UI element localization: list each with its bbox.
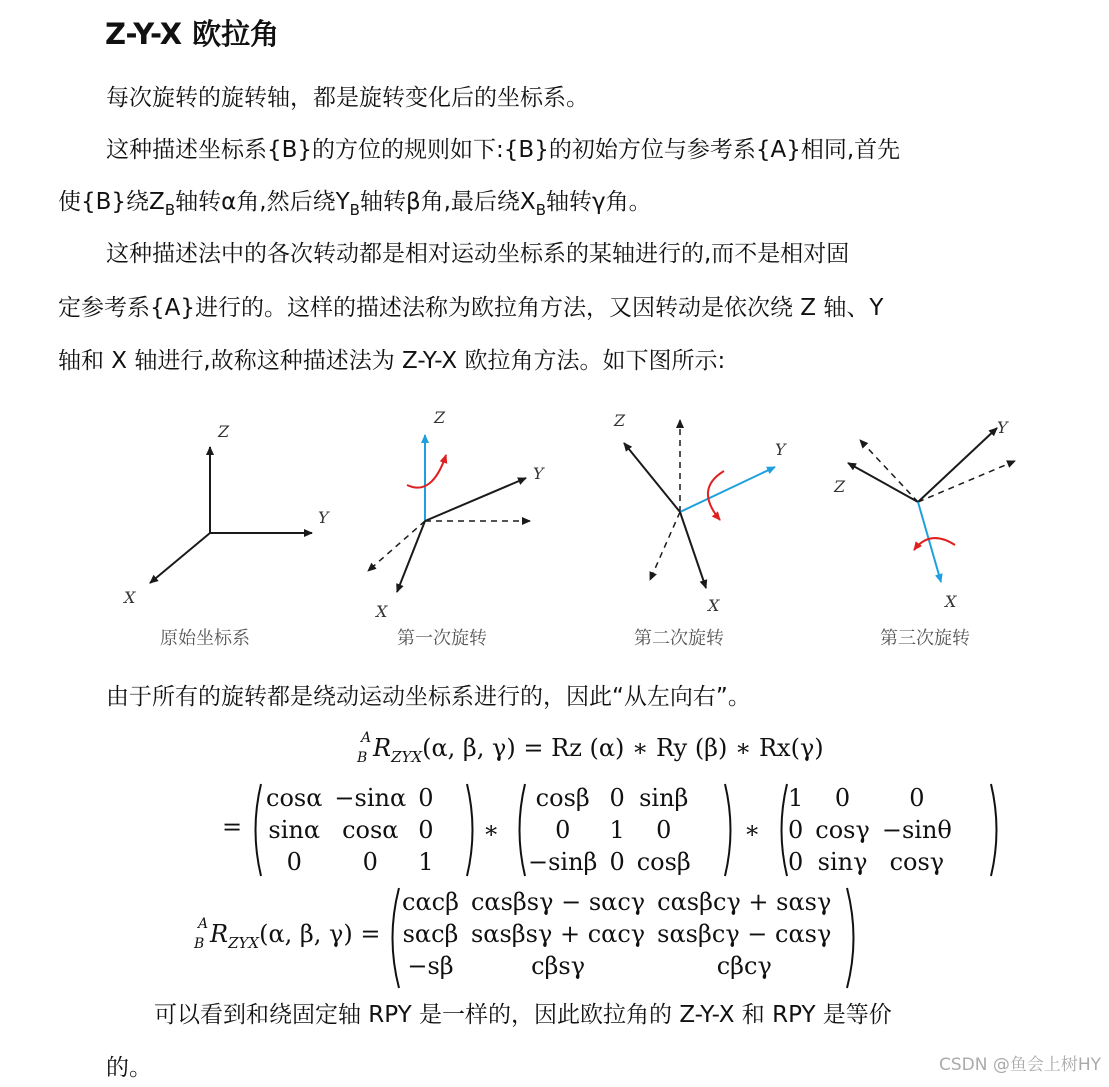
matrix-3-right-bracket [988,782,1004,878]
x-label: X [124,588,136,607]
z-label: Z [614,411,626,430]
paragraph-1: 每次旋转的旋转轴，都是旋转变化后的坐标系。 [106,85,589,111]
caption-second-rotation: 第二次旋转 [634,628,724,649]
equation-3-lhs: A B $R_{ZYX}(\alpha$, β, γ) = [194,915,381,952]
paragraph-5-line-1: 可以看到和绕固定轴 RPY 是一样的，因此欧拉角的 Z-Y-X 和 RPY 是等价 [154,1002,892,1028]
matrix-result: cαcβ cαsβsγ − sαcγ cαsβcγ + sαsγ sαcβ sαsβsγ + cαcγ sαsβcγ − cαsγ −sβ cβsγ cβcγ [402,888,832,980]
z-label: Z [434,408,446,427]
equation-1: A B $R_{ZYX}(\alpha$, β, γ) = Rz (α) ∗ Ry (β) ∗ Rx(γ) [357,729,824,766]
paragraph-3-line-3: 轴和 X 轴进行,故称这种描述法为 Z-Y-X 欧拉角方法。如下图所示: [58,348,726,374]
z-label: Z [218,422,230,441]
x-axis [150,533,210,583]
matrix-ry: cosβ 0 sinβ 0 1 0 −sinβ 0 cosβ [528,784,691,876]
rotation-arrow [407,455,446,488]
frame-second-rotation [613,411,787,615]
paragraph-2-line-2: 使{B}绕$Z_B$轴转α角,然后绕$Y_B$轴转β角,最后绕$X_B$轴转γ角。 [58,189,652,219]
y-axis-rotated [680,467,775,512]
paragraph-5-line-2: 的。 [106,1055,152,1081]
matrix-rz: cosα −sinα 0 sinα cosα 0 0 0 1 [266,784,434,876]
paragraph-2-line-1: 这种描述坐标系{B}的方位的规则如下:{B}的初始方位与参考系{A}相同,首先 [106,137,901,163]
y-label: Y [997,418,1008,437]
multiply-2: ∗ [744,816,761,844]
page-title: Z-Y-X 欧拉角 [105,17,280,51]
y-axis-previous [918,461,1015,502]
frame-original [122,422,330,607]
x-axis-previous [650,512,680,580]
matrix-rx: 1 0 0 0 cosγ −sinθ 0 sinγ cosγ [788,784,952,876]
caption-first-rotation: 第一次旋转 [397,628,487,649]
z-label: Z [834,477,846,496]
y-axis [918,428,997,502]
paragraph-4: 由于所有的旋转都是绕动运动坐标系进行的，因此“从左向右”。 [106,684,751,710]
z-axis [624,443,680,512]
z-axis-previous [860,440,918,502]
euler-rotation-figure [0,395,1109,620]
y-axis [425,478,526,521]
caption-third-rotation: 第三次旋转 [880,628,970,649]
x-label: X [945,592,957,611]
y-label: Y [533,464,544,483]
z-axis [848,463,918,502]
caption-original: 原始坐标系 [160,628,250,649]
paragraph-3-line-2: 定参考系{A}进行的。这样的描述法称为欧拉角方法，又因转动是依次绕 Z 轴、Y [58,295,884,321]
matrix-2-right-bracket [722,782,738,878]
x-label: X [708,596,720,615]
multiply-1: ∗ [483,816,500,844]
rotation-arrow [914,538,955,550]
matrix-result-right-bracket [844,886,862,990]
equation-2-equals: = [222,813,243,841]
x-axis [397,521,425,592]
frame-first-rotation [368,408,545,620]
y-label: Y [775,440,786,459]
paragraph-3-line-1: 这种描述法中的各次转动都是相对运动坐标系的某轴进行的,而不是相对固 [106,241,850,267]
x-axis-original [368,521,425,571]
x-axis [680,512,706,588]
x-label: X [376,602,388,620]
y-label: Y [318,508,329,527]
matrix-1-right-bracket [464,782,480,878]
frame-third-rotation [833,418,1015,611]
watermark: CSDN @鱼会上树HY [938,1055,1101,1075]
